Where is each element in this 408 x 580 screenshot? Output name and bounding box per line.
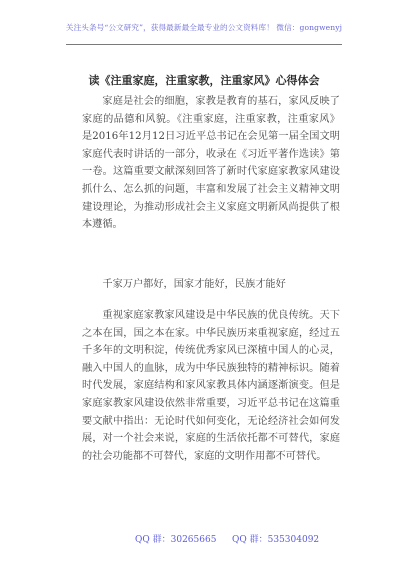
document-title: 读《注重家庭，注重家教，注重家风》心得体会	[88, 74, 320, 87]
footer-qq-group-right: QQ 群：535304092	[232, 535, 320, 545]
header-divider	[66, 44, 342, 45]
section-heading: 千家万户都好，国家才能好，民族才能好	[102, 279, 286, 290]
paragraph-tradition: 重视家庭家教家风建设是中华民族的优良传统。天下之本在国，国之本在家。中华民族历来重视家庭，经过五千多年的文明积淀，传统优秀家风已深植中国人的心灵，融入中国人的血脉，成为中华民族独特的精神标识。随着时代发展，家庭结构和家风家教具体内涵逐渐演变。但是家庭家教家风建设依然非常重要，习近平总书记在这篇重要文献中指出：无论时代如何变化，无论经济社会如何发展，对一个社会来说，家庭的生活依托都不可替代，家庭的社会功能都不可替代，家庭的文明作用都不可替代。	[82, 310, 340, 462]
footer-qq-group-left: QQ 群：30265665	[135, 535, 217, 545]
header-notice: 关注头条号“公文研究”，获得最新最全最专业的公文资料库！ 微信：gongwenyj	[65, 23, 343, 32]
paragraph-intro: 家庭是社会的细胞，家教是教育的基石，家风反映了家庭的品德和风貌。《注重家庭，注重家教，注重家风》是2016年12月12日习近平总书记在会见第一届全国文明家庭代表时讲话的一部分，收录在《习近平著作选读》第一卷。这篇重要文献深刻回答了新时代家庭家教家风建设抓什么、怎么抓的问题，丰富和发展了社会主义精神文明建设理论，为推动形成社会主义家庭文明新风尚提供了根本遵循。	[82, 96, 340, 231]
footer	[0, 532, 408, 548]
